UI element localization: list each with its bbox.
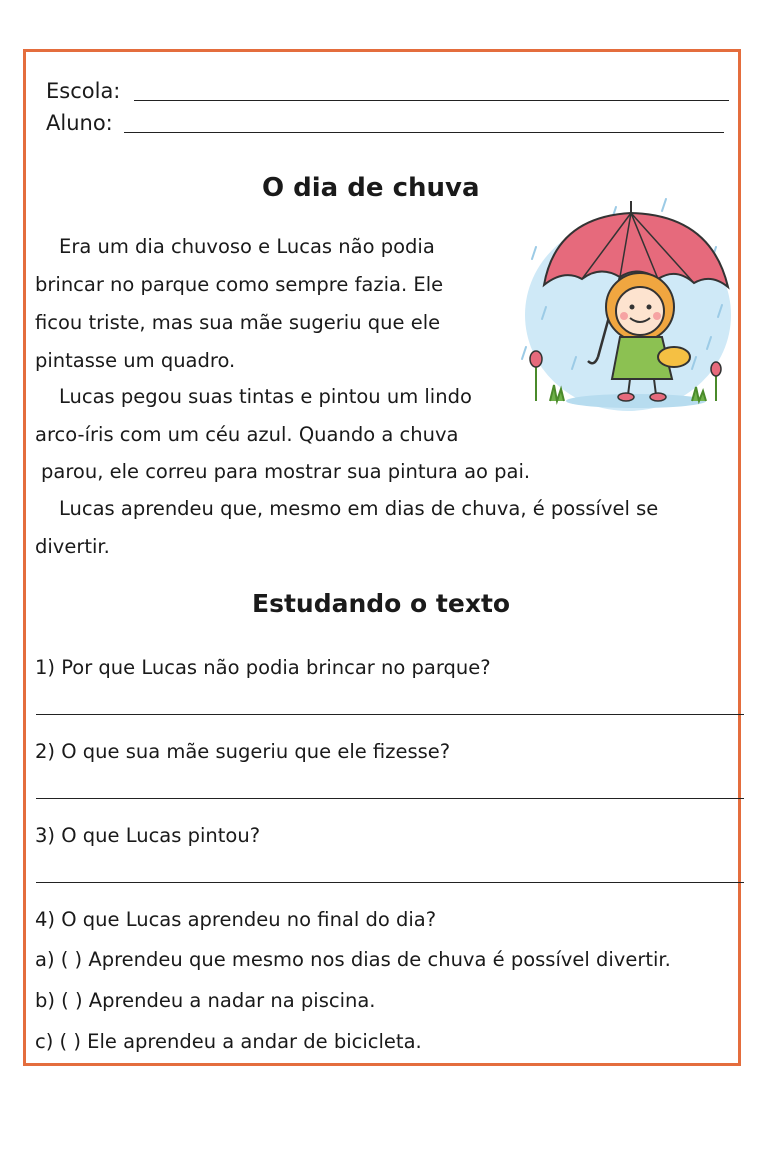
story-line: ficou triste, mas sua mãe sugeriu que ele [35,311,441,334]
student-name-field[interactable] [124,132,724,133]
option-a[interactable]: a) ( ) Aprendeu que mesmo nos dias de chuva é possível divertir. [35,948,671,971]
story-line: divertir. [35,535,110,558]
story-line: arco-íris com um céu azul. Quando a chuva [35,423,459,446]
school-name-field[interactable] [134,100,729,101]
story-line: Lucas pegou suas tintas e pintou um lindo [59,385,472,408]
story-title: O dia de chuva [262,173,480,203]
question-4: 4) O que Lucas aprendeu no final do dia? [35,908,437,931]
option-c[interactable]: c) ( ) Ele aprendeu a andar de bicicleta. [35,1030,422,1053]
story-line: brincar no parque como sempre fazia. Ele [35,273,444,296]
exercise-title: Estudando o texto [252,589,511,618]
story-line: Lucas aprendeu que, mesmo em dias de chuva, é possível se [59,497,659,520]
worksheet-frame [23,49,741,1066]
story-line: parou, ele correu para mostrar sua pintura ao pai. [41,460,531,483]
answer-line-3[interactable] [36,882,744,883]
question-3: 3) O que Lucas pintou? [35,824,261,847]
question-1: 1) Por que Lucas não podia brincar no parque? [35,656,491,679]
option-b[interactable]: b) ( ) Aprendeu a nadar na piscina. [35,989,376,1012]
girl-with-umbrella-in-rain-icon [516,187,738,417]
answer-line-1[interactable] [36,714,744,715]
story-line: pintasse um quadro. [35,349,236,372]
answer-line-2[interactable] [36,798,744,799]
story-line: Era um dia chuvoso e Lucas não podia [59,235,435,258]
question-2: 2) O que sua mãe sugeriu que ele fizesse? [35,740,451,763]
student-label: Aluno: [46,111,113,135]
school-label: Escola: [46,79,121,103]
